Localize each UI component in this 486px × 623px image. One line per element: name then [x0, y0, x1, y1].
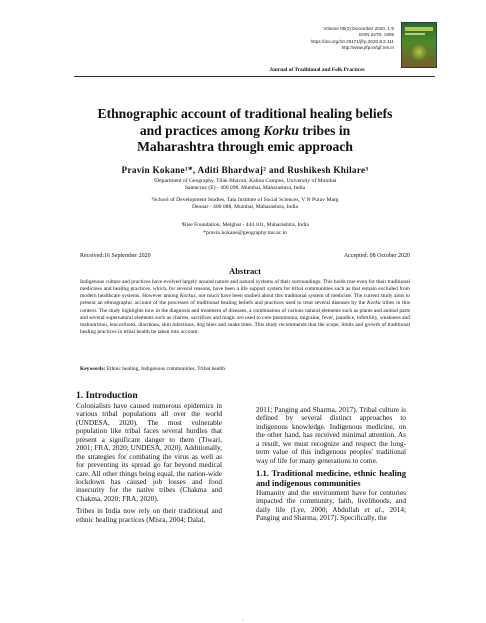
accepted-date: Accepted: 08 October 2020	[343, 253, 410, 259]
received-date: Received:16 September 2020	[80, 253, 151, 259]
corresponding-email[interactable]: *pravin.kokane@geography.mu.ac.in	[203, 230, 287, 236]
page-footer-mark: -	[242, 618, 244, 623]
title-line-1: Ethnographic account of traditional healing beliefs	[97, 106, 393, 121]
paragraph: Tribes in India now rely on their traditional and ethnic healing practices (Misra, 2004; Dalal,	[76, 507, 222, 524]
author-list: Pravin Kokane¹*, Aditi Bhardwaj² and Rushikesh Khilare³	[121, 165, 369, 175]
paragraph: 2011; Panging and Sharma, 2017). Tribal culture is defined by several distinct approaches to indigenous knowledge. Indigenous medicine, on the other hand, has received minimal attention. As a result, we must recognize and respect the long-term value of this indigenous peoples' traditional way of life for many generations to come.	[256, 406, 406, 465]
citation-block	[244, 26, 394, 52]
journal-url-link[interactable]: http://www.jtfp.in/tgf.res.in	[341, 45, 394, 51]
section-heading-introduction: 1. Introduction	[76, 390, 138, 401]
affiliation-3: ³Rise Foundation, Melghat - 444 101, Maharashtra, India	[181, 222, 309, 228]
doi-link[interactable]: https://doi.org/10.25171/jfrp.2020.8.2.111	[310, 38, 394, 44]
keywords: Keywords: Ethnic healing, Indigenous communities, Tribal health	[80, 366, 225, 372]
paper-title	[60, 106, 430, 156]
paragraph: Colonialists have caused numerous epidemics in various tribal populations all over the world (UNDESA, 2020). The most vulnerable population like tribal faces several hurdles that present a significant danger to them (Tiwari, 2001; FRA, 2020; UNDESA, 2020). Additionally, the strategies for combating the virus as well as for preventing its spread go far beyond medical care. All other things being equal, the nation-wide lockdown has caused job losses and food insecurity for the native tribes (Chakma and Chakma, 2020; FRA, 2020).	[76, 401, 222, 503]
journal-cover-image	[401, 22, 437, 68]
abstract-heading: Abstract	[229, 266, 261, 276]
body-column-right	[256, 406, 406, 527]
title-line-2: and practices among Korku tribes in	[139, 122, 351, 138]
volume-line: Volume 08(2) December 2020, 1-9	[323, 26, 394, 31]
affiliation-2: ²School of Development Studies, Tata Institute of Social Sciences, V N Purav Marg Deonar - 400 088, Mumbai, Maharashtra, India	[151, 197, 339, 211]
journal-name: Journal of Traditional and Folk Practices	[269, 67, 365, 73]
header-divider	[74, 76, 435, 77]
affiliation-1: ¹Department of Geography, Tilak Bhavan, Kalina Campus, University of Mumbai Santacruz (E) - 400 098, Mumbai, Maharashtra, India	[153, 178, 337, 192]
issn-line: ISSN 2278- 1906	[358, 32, 394, 38]
paragraph: Humanity and the environment have for centuries impacted the community, faith, livelihoods, and daily life (Lye, 2000; Abdullah et al., 2014; Panging and Sharma, 2017). Specifically, the	[256, 488, 406, 523]
body-column-left	[76, 392, 222, 528]
abstract-text: Indigenous culture and practices have evolved largely around nature and natural systems of their surroundings. This holds true even for their traditional medicines and healing practices, which, for several reasons, have been a life support system for tribal communities such as that remain excluded from modern healthcare systems. However among Korkus, not much have been studied about this traditional system of medicine. The current study aims to present an ethnographic account of the processes of traditional healing beliefs and practices used to treat several diseases by the Korku tribes in this context. The study highlights how in the diagnosis and treatment of diseases, a combination of various natural elements such as plants and animal parts and several supernatural elements such as charms, sacrifices and magic are used to cure pneumonia, migraine, fever, jaundice, infertility, weakness and malnutrition, leucorrhoea, diarrhoea, skin infections, dog bites and snake bites. This study recommends that the scope, limits and growth of traditional healing practices in tribal health be taken into account.	[80, 279, 410, 336]
subsection-heading: 1.1. Traditional medicine, ethnic healing and indigenous communities	[256, 468, 406, 488]
title-line-3: Maharashtra through emic approach	[137, 139, 353, 154]
